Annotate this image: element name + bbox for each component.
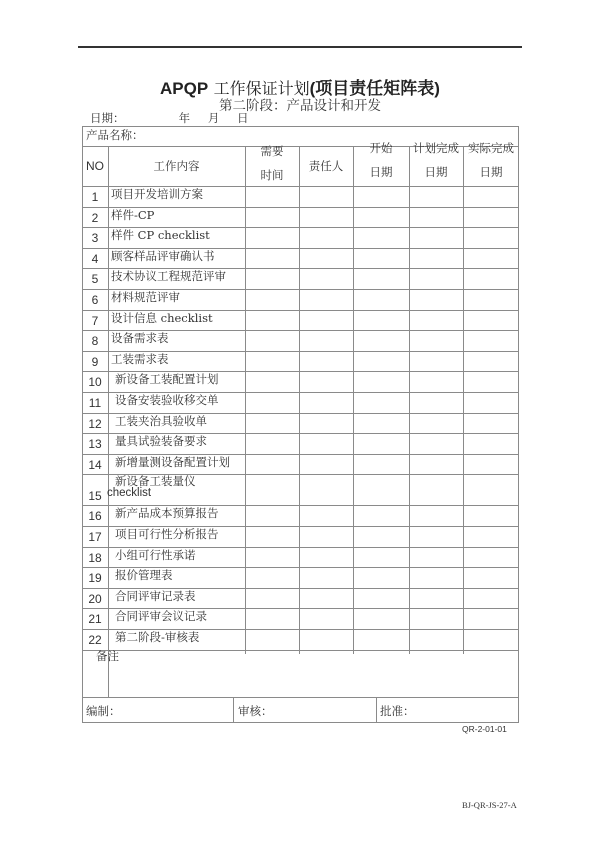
row-number: 20: [88, 591, 102, 606]
row-content-text: 新产品成本预算报告: [115, 505, 219, 520]
empty-entry-cell[interactable]: [353, 629, 409, 650]
row-content: [108, 183, 245, 204]
empty-entry-cell[interactable]: [299, 351, 353, 372]
row-content: [108, 544, 245, 565]
document-code: BJ-QR-JS-27-A: [462, 800, 517, 810]
empty-entry-cell[interactable]: [409, 629, 463, 650]
empty-entry-cell[interactable]: [245, 330, 299, 351]
empty-entry-cell[interactable]: [299, 207, 353, 228]
signature-divider: [376, 697, 377, 723]
row-number: 9: [91, 354, 99, 369]
empty-entry-cell[interactable]: [409, 433, 463, 454]
header-start-line2: 日期: [369, 165, 393, 179]
row-content: [108, 471, 245, 502]
empty-entry-cell[interactable]: [299, 608, 353, 629]
empty-entry-cell[interactable]: [463, 310, 519, 331]
row-content: [108, 204, 245, 225]
row-content-text: 材料规范评审: [111, 289, 180, 304]
header-rule: [78, 46, 522, 48]
row-number: 2: [91, 210, 99, 225]
reviewed-by-label: 审核：: [238, 704, 273, 718]
row-content: [108, 389, 245, 410]
empty-entry-cell[interactable]: [463, 474, 519, 505]
empty-entry-cell[interactable]: [409, 289, 463, 310]
signature-divider: [233, 697, 234, 723]
empty-entry-cell[interactable]: [353, 351, 409, 372]
empty-entry-cell[interactable]: [299, 588, 353, 609]
title-latin: APQP: [160, 79, 209, 98]
row-content: [108, 430, 245, 451]
row-content-text: 新设备工装配置计划: [115, 371, 219, 386]
empty-entry-cell[interactable]: [299, 547, 353, 568]
empty-entry-cell[interactable]: [463, 268, 519, 289]
empty-entry-cell[interactable]: [463, 289, 519, 310]
row-content: [108, 327, 245, 348]
empty-entry-cell[interactable]: [463, 454, 519, 475]
empty-entry-cell[interactable]: [463, 629, 519, 650]
empty-entry-cell[interactable]: [353, 371, 409, 392]
date-line: [90, 110, 262, 126]
empty-entry-cell[interactable]: [409, 227, 463, 248]
row-content-text: 合同评审记录表: [115, 588, 196, 603]
empty-entry-cell[interactable]: [353, 330, 409, 351]
empty-entry-cell[interactable]: [353, 186, 409, 207]
empty-entry-cell[interactable]: [409, 505, 463, 526]
header-planned-line1: 计划完成: [413, 141, 459, 155]
empty-entry-cell[interactable]: [463, 505, 519, 526]
empty-entry-cell[interactable]: [299, 629, 353, 650]
empty-entry-cell[interactable]: [409, 310, 463, 331]
empty-entry-cell[interactable]: [463, 371, 519, 392]
row-content-text: 技术协议工程规范评审: [111, 268, 226, 283]
row-content-text: 量具试验装备要求: [115, 433, 207, 448]
document-subtitle: 第二阶段：产品设计和开发: [219, 98, 381, 114]
empty-entry-cell[interactable]: [409, 454, 463, 475]
empty-entry-cell[interactable]: [245, 505, 299, 526]
empty-entry-cell[interactable]: [409, 351, 463, 372]
row-number: 12: [88, 416, 102, 431]
row-content-text: 项目开发培训方案: [111, 186, 203, 201]
empty-entry-cell[interactable]: [299, 248, 353, 269]
empty-entry-cell[interactable]: [245, 289, 299, 310]
empty-entry-cell[interactable]: [299, 186, 353, 207]
empty-entry-cell[interactable]: [463, 351, 519, 372]
empty-entry-cell[interactable]: [353, 268, 409, 289]
row-number: 22: [88, 632, 102, 647]
row-number: 7: [91, 313, 99, 328]
empty-entry-cell[interactable]: [353, 289, 409, 310]
empty-entry-cell[interactable]: [463, 330, 519, 351]
row-number: 1: [91, 189, 99, 204]
row-number: 16: [88, 508, 102, 523]
empty-entry-cell[interactable]: [245, 227, 299, 248]
row-content: [108, 451, 245, 472]
empty-entry-cell[interactable]: [353, 227, 409, 248]
empty-entry-cell[interactable]: [299, 433, 353, 454]
empty-entry-cell[interactable]: [245, 547, 299, 568]
empty-entry-cell[interactable]: [463, 547, 519, 568]
empty-entry-cell[interactable]: [409, 588, 463, 609]
row-content-text: 项目可行性分析报告: [115, 526, 219, 541]
empty-entry-cell[interactable]: [409, 371, 463, 392]
empty-entry-cell[interactable]: [299, 371, 353, 392]
header-planned-date: [409, 138, 463, 182]
empty-entry-cell[interactable]: [299, 526, 353, 547]
empty-entry-cell[interactable]: [353, 567, 409, 588]
empty-entry-cell[interactable]: [353, 547, 409, 568]
row-content-text: 报价管理表: [115, 567, 173, 582]
empty-entry-cell[interactable]: [245, 371, 299, 392]
empty-entry-cell[interactable]: [409, 567, 463, 588]
empty-entry-cell[interactable]: [245, 474, 299, 505]
empty-entry-cell[interactable]: [463, 392, 519, 413]
empty-entry-cell[interactable]: [299, 227, 353, 248]
empty-entry-cell[interactable]: [245, 413, 299, 434]
empty-entry-cell[interactable]: [409, 474, 463, 505]
row-content: [108, 585, 245, 606]
header-actual-line1: 实际完成: [468, 141, 514, 155]
row-content-text: 小组可行性承诺: [115, 547, 196, 562]
row-number: 5: [91, 271, 99, 286]
empty-entry-cell[interactable]: [299, 392, 353, 413]
header-actual-date: [463, 138, 519, 182]
empty-entry-cell[interactable]: [299, 330, 353, 351]
empty-entry-cell[interactable]: [409, 248, 463, 269]
empty-entry-cell[interactable]: [409, 608, 463, 629]
empty-entry-cell[interactable]: [245, 433, 299, 454]
empty-entry-cell[interactable]: [245, 454, 299, 475]
row-content: [108, 368, 245, 389]
empty-entry-cell[interactable]: [245, 351, 299, 372]
empty-entry-cell[interactable]: [353, 608, 409, 629]
header-planned-line2: 日期: [424, 165, 448, 179]
empty-entry-cell[interactable]: [353, 526, 409, 547]
row-number: 3: [91, 230, 99, 245]
empty-entry-cell[interactable]: [353, 310, 409, 331]
row-number: 18: [88, 550, 102, 565]
row-content-text: 新增量测设备配置计划: [115, 454, 230, 469]
header-time-line2: 时间: [260, 168, 284, 182]
empty-entry-cell[interactable]: [409, 413, 463, 434]
row-content: [108, 245, 245, 266]
row-content: [108, 523, 245, 544]
empty-entry-cell[interactable]: [463, 413, 519, 434]
empty-entry-cell[interactable]: [299, 413, 353, 434]
header-start-date: [353, 138, 409, 182]
row-number: 8: [91, 333, 99, 348]
row-content-text: 设备需求表: [111, 330, 169, 345]
row-content-text: 第二阶段-审核表: [115, 629, 200, 644]
empty-entry-cell[interactable]: [463, 248, 519, 269]
row-content-text: 合同评审会议记录: [115, 608, 207, 623]
row-number: 21: [88, 611, 102, 626]
date-year: 年: [178, 111, 191, 125]
empty-entry-cell[interactable]: [353, 474, 409, 505]
empty-entry-cell[interactable]: [353, 248, 409, 269]
empty-entry-cell[interactable]: [353, 433, 409, 454]
empty-entry-cell[interactable]: [299, 454, 353, 475]
empty-entry-cell[interactable]: [245, 588, 299, 609]
empty-entry-cell[interactable]: [409, 268, 463, 289]
empty-entry-cell[interactable]: [409, 207, 463, 228]
empty-entry-cell[interactable]: [409, 186, 463, 207]
empty-entry-cell[interactable]: [245, 248, 299, 269]
empty-entry-cell[interactable]: [409, 392, 463, 413]
row-content: [108, 307, 245, 328]
empty-entry-cell[interactable]: [463, 227, 519, 248]
row-number: 17: [88, 529, 102, 544]
empty-entry-cell[interactable]: [463, 608, 519, 629]
empty-entry-cell[interactable]: [299, 310, 353, 331]
title-parenthetical: (项目责任矩阵表): [309, 79, 440, 98]
empty-entry-cell[interactable]: [299, 505, 353, 526]
row-content-text: 设计信息 checklist: [111, 310, 213, 325]
header-owner: 责任人: [308, 159, 344, 173]
row-content: [108, 626, 245, 647]
row-number: 13: [88, 436, 102, 451]
empty-entry-cell[interactable]: [409, 330, 463, 351]
row-number: 15: [88, 489, 102, 503]
empty-entry-cell[interactable]: [245, 608, 299, 629]
empty-entry-cell[interactable]: [463, 433, 519, 454]
remarks-label: 备注: [96, 649, 119, 663]
row-content-text: 工装需求表: [111, 351, 169, 366]
date-month: 月: [207, 111, 220, 125]
row-content: [108, 265, 245, 286]
empty-entry-cell[interactable]: [245, 392, 299, 413]
row-content: [108, 224, 245, 245]
row-number: 14: [88, 457, 102, 472]
approved-by-label: 批准：: [380, 704, 415, 718]
empty-entry-cell[interactable]: [353, 588, 409, 609]
empty-entry-cell[interactable]: [245, 629, 299, 650]
row-number: 6: [91, 292, 99, 307]
empty-entry-cell[interactable]: [463, 567, 519, 588]
empty-entry-cell[interactable]: [299, 289, 353, 310]
row-content-text: 顾客样品评审确认书: [111, 248, 215, 263]
empty-entry-cell[interactable]: [245, 186, 299, 207]
empty-entry-cell[interactable]: [245, 207, 299, 228]
row-content: [108, 348, 245, 369]
empty-entry-cell[interactable]: [409, 547, 463, 568]
header-actual-line2: 日期: [479, 165, 503, 179]
row-number: 19: [88, 570, 102, 585]
header-no: NO: [86, 159, 104, 173]
product-name-label: 产品名称：: [86, 128, 144, 142]
empty-entry-cell[interactable]: [463, 186, 519, 207]
row-content-line1: 新设备工装量仪: [115, 473, 196, 488]
empty-entry-cell[interactable]: [299, 474, 353, 505]
form-code: QR-2-01-01: [462, 724, 507, 734]
row-content-text: 样件-CP: [111, 207, 155, 222]
empty-entry-cell[interactable]: [245, 310, 299, 331]
empty-entry-cell[interactable]: [245, 526, 299, 547]
row-number: 10: [88, 374, 102, 389]
header-time: [245, 140, 299, 186]
empty-entry-cell[interactable]: [353, 454, 409, 475]
empty-entry-cell[interactable]: [353, 207, 409, 228]
empty-entry-cell[interactable]: [299, 268, 353, 289]
header-content: 工作内容: [153, 159, 200, 173]
date-day: 日: [236, 111, 249, 125]
row-content: [108, 605, 245, 626]
row-number: 11: [88, 395, 102, 410]
date-label: 日期：: [90, 111, 125, 125]
title-chinese: 工作保证计划: [213, 79, 310, 98]
empty-entry-cell[interactable]: [353, 505, 409, 526]
row-content: [108, 286, 245, 307]
empty-entry-cell[interactable]: [463, 588, 519, 609]
row-content-text: 设备安装验收移交单: [115, 392, 219, 407]
signature-top-rule: [82, 697, 519, 698]
empty-entry-cell[interactable]: [299, 567, 353, 588]
empty-entry-cell[interactable]: [353, 413, 409, 434]
row-content: [108, 564, 245, 585]
header-time-line1: 需要: [260, 144, 284, 158]
row-content-line2: checklist: [107, 486, 152, 499]
prepared-by-label: 编制：: [86, 704, 121, 718]
empty-entry-cell[interactable]: [353, 392, 409, 413]
row-content-text: 样件 CP checklist: [111, 227, 210, 242]
row-number: 4: [91, 251, 99, 266]
empty-entry-cell[interactable]: [245, 268, 299, 289]
empty-entry-cell[interactable]: [409, 526, 463, 547]
empty-entry-cell[interactable]: [245, 567, 299, 588]
row-divider: [82, 650, 519, 651]
row-content: [108, 410, 245, 431]
row-content-text: 工装夹治具验收单: [115, 413, 207, 428]
empty-entry-cell[interactable]: [463, 207, 519, 228]
row-content: [108, 502, 245, 523]
header-start-line1: 开始: [369, 141, 393, 155]
empty-entry-cell[interactable]: [463, 526, 519, 547]
